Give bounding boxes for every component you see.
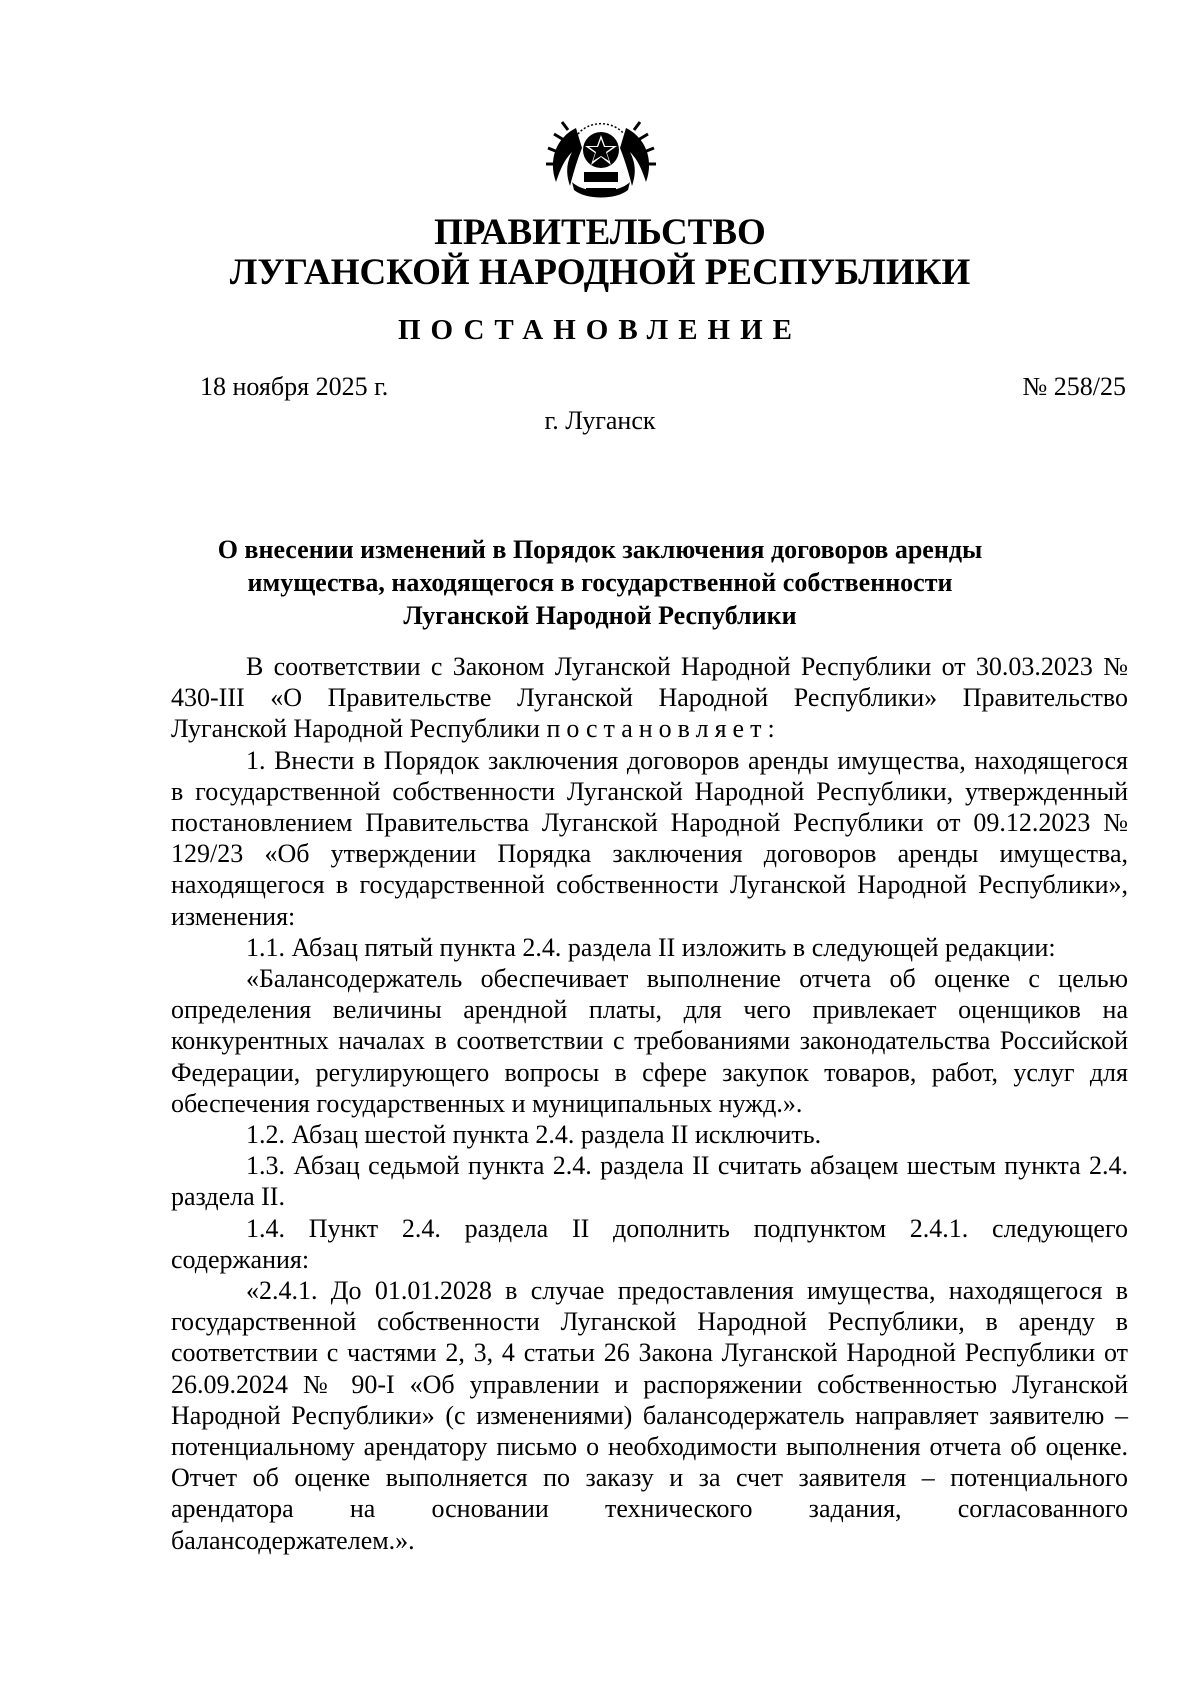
paragraph-item-1-4-quote: «2.4.1. До 01.01.2028 в случае предоставления имущества, находящегося в государственной собственности Луганской Народной Республики, в аренду в соответствии с частями 2, 3, 4 статьи 26 Закона Луганской Народной Республики от 26.09.2024 № 90-I «Об управлении и распоряжении собственностью Луганской Народной Республики» (с изменениями) балансодержатель направляет заявителю – потенциальному арендатору письмо о необходимости выполнения отчета об оценке. Отчет об оценке выполняется по заказу и за счет заявителя – потенциального арендатора на основании технического задания, согласованного балансодержателем.». [171,1276,1128,1555]
title-line-1: О внесении изменений в Порядок заключения договоров аренды [217,535,983,564]
organization-name-line-2: ЛУГАНСКОЙ НАРОДНОЙ РЕСПУБЛИКИ [229,252,971,293]
preamble-paragraph [171,651,1128,745]
preamble-decree-word: постановляет: [546,714,781,744]
document-type-heading: ПОСТАНОВЛЕНИЕ [397,314,802,346]
document-number: № 258/25 [1022,372,1126,401]
title-line-2: имущества, находящегося в государственной собственности [247,568,953,597]
paragraph-item-1-2: 1.2. Абзац шестой пункта 2.4. раздела II исключить. [246,1120,822,1150]
coat-of-arms-emblem [538,108,664,206]
paragraph-item-1-3: 1.3. Абзац седьмой пункта 2.4. раздела II считать абзацем шестым пункта 2.4. раздела II. [171,1151,1128,1212]
paragraph-item-1-1: 1.1. Абзац пятый пункта 2.4. раздела II изложить в следующей редакции: [246,932,1056,962]
title-line-3: Луганской Народной Республики [403,601,797,630]
document-city: г. Луганск [544,406,656,435]
document-date: 18 ноября 2025 г. [200,372,389,401]
document-body [171,651,1128,1556]
organization-name-line-1: ПРАВИТЕЛЬСТВО [434,212,766,253]
document-title [150,533,1050,632]
paragraph-item-1: 1. Внести в Порядок заключения договоров аренды имущества, находящегося в государственной собственности Луганской Народной Республики, утвержденный постановлением Правительства Луганской Народной Республики от 09.12.2023 № 129/23 «Об утверждении Порядка заключения договоров аренды имущества, находящегося в государственной собственности Луганской Народной Республики», изменения: [171,745,1128,931]
preamble-text: В соответствии с Законом Луганской Народной Республики от 30.03.2023 № 430-III «О Правительстве Луганской Народной Республики» Правительство Луганской Народной Республики [171,652,1128,744]
paragraph-item-1-4: 1.4. Пункт 2.4. раздела II дополнить подпунктом 2.4.1. следующего содержания: [171,1213,1128,1274]
paragraph-item-1-1-quote: «Балансодержатель обеспечивает выполнение отчета об оценке с целью определения величины арендной платы, для чего привлекает оценщиков на конкурентных началах в соответствии с требованиями законодательства Российской Федерации, регулирующего вопросы в сфере закупок товаров, работ, услуг для обеспечения государственных и муниципальных нужд.». [171,964,1128,1118]
